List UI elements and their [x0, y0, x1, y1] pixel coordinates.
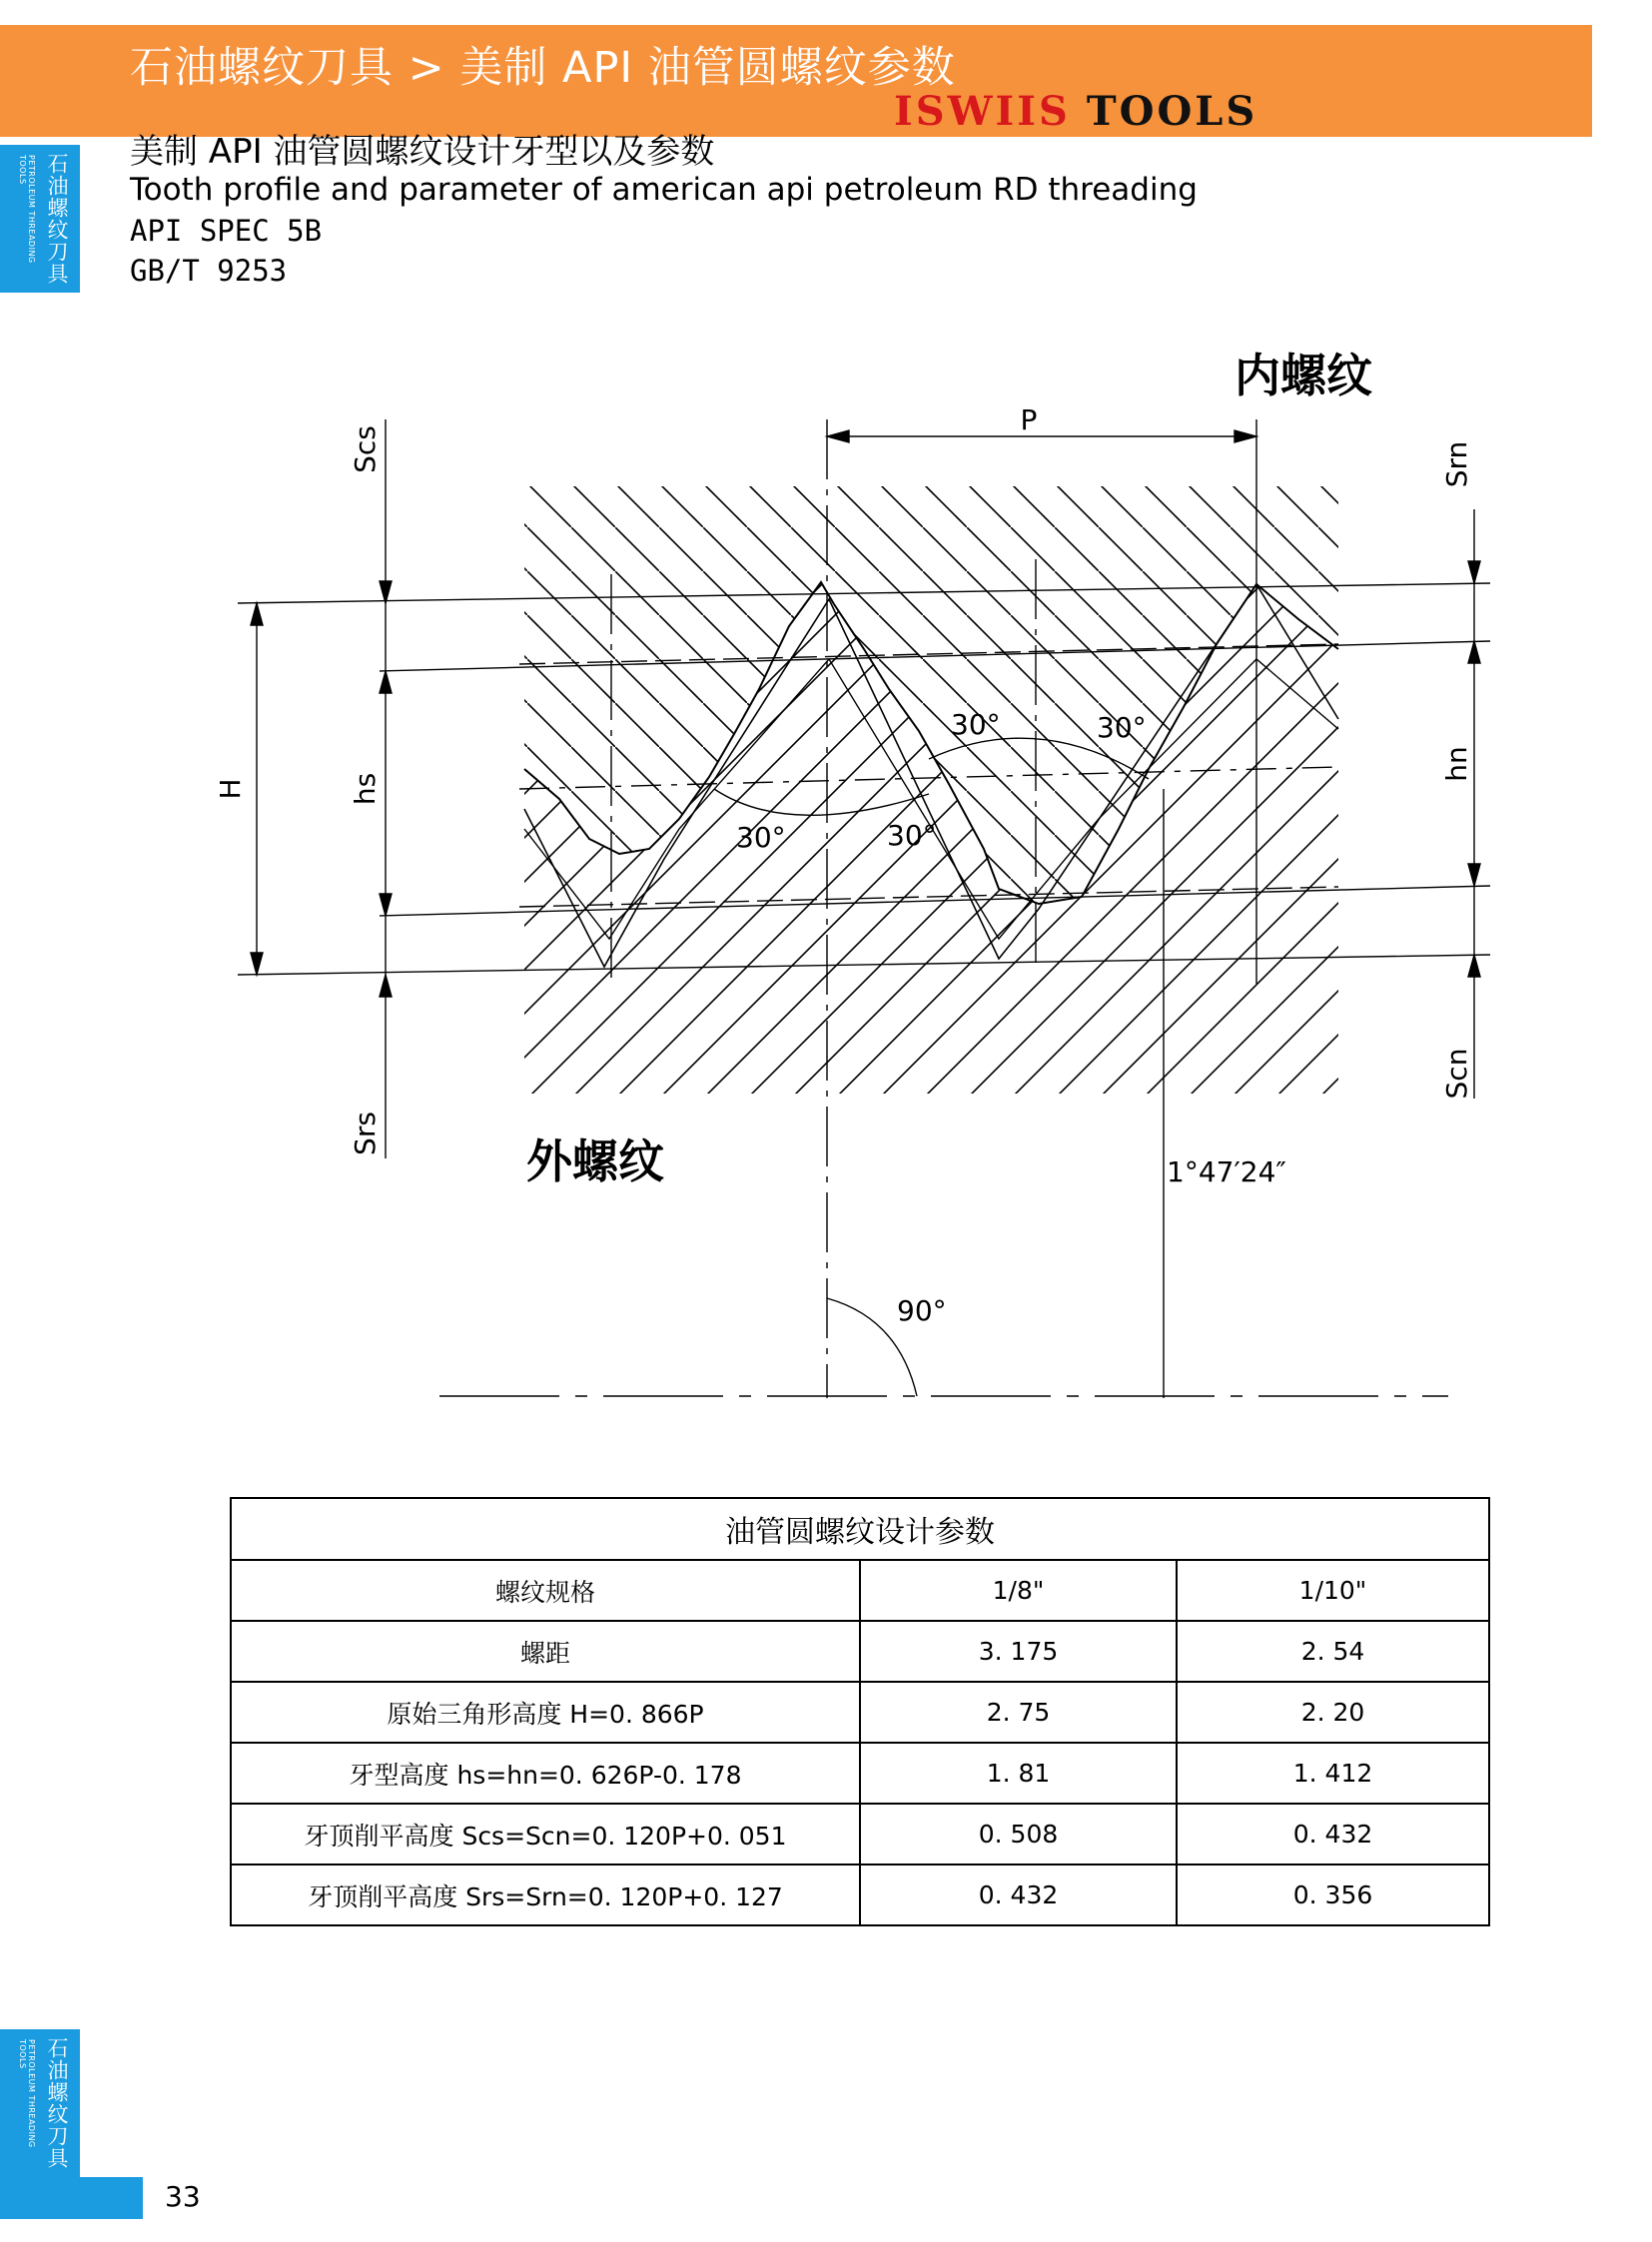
label-hn: hn	[1440, 746, 1473, 782]
outer-thread-label: 外螺纹	[526, 1134, 664, 1188]
table-caption-row	[231, 1498, 1489, 1560]
table-row	[231, 1804, 1489, 1865]
table-row	[231, 1682, 1489, 1743]
inner-thread-label: 内螺纹	[1235, 349, 1372, 402]
side-tab-label: 石油螺纹刀具	[45, 153, 69, 285]
label-Scs: Scs	[349, 425, 382, 473]
brand-name-red: ISWIIS	[894, 88, 1071, 135]
label-P: P	[1020, 403, 1038, 436]
table-cell: 原始三角形高度 H=0. 866P	[231, 1682, 860, 1743]
table-cell: 螺距	[231, 1621, 860, 1682]
table-row	[231, 1621, 1489, 1682]
table-cell: 牙顶削平高度 Srs=Srn=0. 120P+0. 127	[231, 1865, 860, 1925]
table-caption: 油管圆螺纹设计参数	[231, 1498, 1489, 1560]
label-hs: hs	[349, 772, 382, 806]
standard-gb: GB/T 9253	[130, 254, 288, 288]
table-cell: 牙型高度 hs=hn=0. 626P-0. 178	[231, 1743, 860, 1804]
hn-dimension	[1468, 509, 1480, 1099]
brand-logo	[894, 88, 1257, 135]
angle-label-30-upper-right: 30°	[1097, 711, 1147, 744]
side-tab-sublabel: PETROLEUM THREADING TOOLS	[18, 155, 36, 264]
table-cell: 0. 432	[1177, 1804, 1489, 1865]
label-Srn: Srn	[1440, 440, 1473, 488]
table-cell: 1/10"	[1177, 1560, 1489, 1621]
table-cell: 1/8"	[860, 1560, 1177, 1621]
table-row	[231, 1865, 1489, 1925]
table-cell: 0. 508	[860, 1804, 1177, 1865]
H-dimension	[251, 603, 263, 975]
side-tab-sublabel: PETROLEUM THREADING TOOLS	[18, 2039, 36, 2148]
standard-api: API SPEC 5B	[130, 214, 323, 248]
table-cell: 牙顶削平高度 Scs=Scn=0. 120P+0. 051	[231, 1804, 860, 1865]
parameter-table	[230, 1497, 1490, 1926]
table-cell: 0. 432	[860, 1865, 1177, 1925]
table-row	[231, 1560, 1489, 1621]
angle-label-30-lower-left: 30°	[736, 821, 786, 854]
section-title-en: Tooth profile and parameter of american api petroleum RD threading	[130, 172, 1198, 208]
side-tab-bottom	[0, 2029, 80, 2177]
table-cell: 1. 81	[860, 1743, 1177, 1804]
pitch-dimension	[827, 430, 1256, 442]
brand-name-black: TOOLS	[1086, 88, 1258, 135]
side-tab-top	[0, 145, 80, 293]
page-title: 石油螺纹刀具 > 美制 API 油管圆螺纹参数	[130, 43, 956, 93]
label-H: H	[214, 778, 247, 800]
angle-label-30-upper-left: 30°	[951, 708, 1001, 741]
page-number-bar	[0, 2177, 143, 2219]
label-Scn: Scn	[1440, 1048, 1473, 1100]
right-angle-label: 90°	[897, 1294, 947, 1327]
table-cell: 2. 75	[860, 1682, 1177, 1743]
angle-label-30-lower-right: 30°	[887, 819, 937, 852]
label-Srs: Srs	[349, 1112, 382, 1155]
table-cell: 0. 356	[1177, 1865, 1489, 1925]
table-row	[231, 1743, 1489, 1804]
table-cell: 1. 412	[1177, 1743, 1489, 1804]
table-cell: 2. 54	[1177, 1621, 1489, 1682]
table-cell: 3. 175	[860, 1621, 1177, 1682]
thread-profile-diagram	[0, 320, 1652, 1428]
side-tab-label: 石油螺纹刀具	[45, 2037, 69, 2169]
table-cell: 2. 20	[1177, 1682, 1489, 1743]
page-number: 33	[165, 2180, 201, 2213]
section-title-cn: 美制 API 油管圆螺纹设计牙型以及参数	[130, 132, 715, 172]
table-cell: 螺纹规格	[231, 1560, 860, 1621]
taper-angle-label: 1°47′24″	[1167, 1155, 1286, 1188]
